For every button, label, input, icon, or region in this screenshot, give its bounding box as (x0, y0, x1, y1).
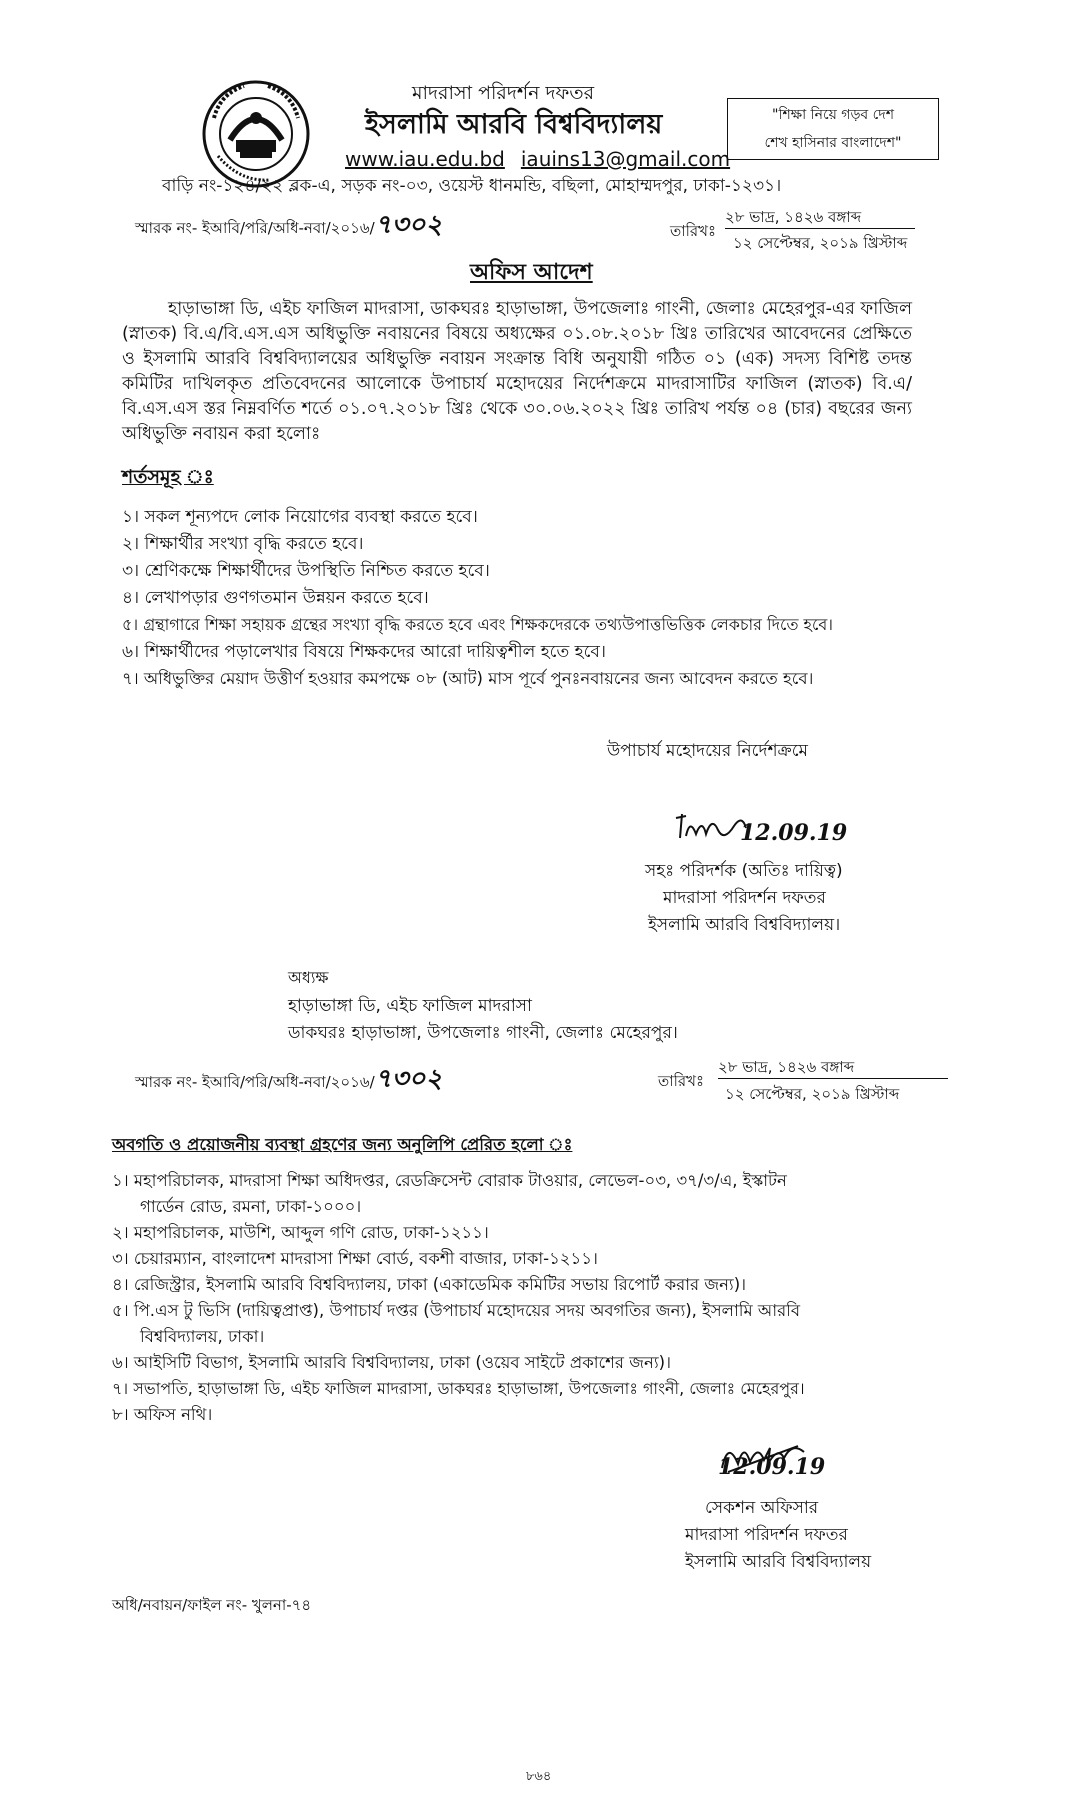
signer-office-1: মাদরাসা পরিদর্শন দফতর (663, 888, 826, 908)
memo-ref-2 (135, 1064, 443, 1094)
copy-item: ২। মহাপরিচালক, মাউশি, আব্দুল গণি রোড, ঢাকা-১২১১। (112, 1223, 489, 1242)
order-body: হাড়াভাঙ্গা ডি, এইচ ফাজিল মাদরাসা, ডাকঘরঃ হাড়াভাঙ্গা, উপজেলাঃ গাংনী, জেলাঃ মেহেরপুর-এর ফাজিল (স্নাতক) বি.এ/বি.এস.এস অধিভুক্তি নবায়নের বিষয়ে অধ্যক্ষের ০১.০৮.২০১৮ খ্রিঃ তারিখের আবেদনের প্রেক্ষিতে ও ইসলামি আরবি বিশ্ববিদ্যালয়ের অধিভুক্তি নবায়ন সংক্রান্ত বিধি অনুযায়ী গঠিত ০১ (এক) সদস্য বিশিষ্ট তদন্ত কমিটির দাখিলকৃত প্রতিবেদনের আলোকে উপাচার্য মহোদয়ের নির্দেশক্রমে মাদরাসাটির ফাজিল (স্নাতক) বি.এ/বি.এস.এস স্তর নিম্নবর্ণিত শর্তে ০১.০৭.২০১৮ খ্রিঃ থেকে ৩০.০৬.২০২২ খ্রিঃ তারিখ পর্যন্ত ০৪ (চার) বছরের জন্য অধিভুক্তি নবায়ন করা হলোঃ (122, 299, 912, 444)
office-name: মাদরাসা পরিদর্শন দফতর (412, 82, 595, 104)
recipient-line-2: হাড়াভাঙ্গা ডি, এইচ ফাজিল মাদরাসা (288, 996, 532, 1016)
copy-item: ৭। সভাপতি, হাড়াভাঙ্গা ডি, এইচ ফাজিল মাদরাসা, ডাকঘরঃ হাড়াভাঙ্গা, উপজেলাঃ গাংনী, জেলাঃ মেহেরপুর। (112, 1379, 805, 1398)
university-logo (200, 78, 312, 190)
recipient-line-3: ডাকঘরঃ হাড়াভাঙ্গা, উপজেলাঃ গাংনী, জেলাঃ মেহেরপুর। (288, 1023, 678, 1043)
date-english-2: ১২ সেপ্টেম্বর, ২০১৯ খ্রিস্টাব্দ (725, 1085, 900, 1103)
memo-ref-label: স্মারক নং- ইআবি/পরি/অধি-নবা/২০১৬/ (135, 1073, 375, 1091)
condition-item: ৭। অধিভুক্তির মেয়াদ উত্তীর্ণ হওয়ার কমপক্ষে ০৮ (আট) মাস পূর্বে পুনঃনবায়নের জন্য আবেদন করতে হবে। (122, 669, 814, 688)
copy-item: ১। মহাপরিচালক, মাদরাসা শিক্ষা অধিদপ্তর, রেডক্রিসেন্ট বোরাক টাওয়ার, লেভেল-০৩, ৩৭/৩/এ, ইস্কাটন (112, 1171, 787, 1190)
recipient-line-1: অধ্যক্ষ (288, 968, 329, 987)
signer-title-2: সেকশন অফিসার (705, 1498, 819, 1518)
memo-ref (135, 210, 443, 240)
date-label: তারিখঃ (670, 222, 716, 240)
condition-item: ৬। শিক্ষার্থীদের পড়ালেখার বিষয়ে শিক্ষকদের আরো দায়িত্বশীল হতে হবে। (122, 642, 606, 662)
copy-item: বিশ্ববিদ্যালয়, ঢাকা। (140, 1327, 265, 1346)
slogan-line-1: "শিক্ষা নিয়ে গড়ব দেশ (772, 107, 894, 123)
directive: উপাচার্য মহোদয়ের নির্দেশক্রমে (607, 741, 808, 761)
email-link[interactable]: iauins13@gmail.com (520, 147, 731, 171)
memo-ref-number: ৭৩০২ (374, 1064, 443, 1094)
slogan-box (727, 98, 939, 160)
memo-ref-number: ৭৩০২ (374, 210, 443, 240)
order-title: অফিস আদেশ (470, 260, 593, 285)
address: বাড়ি নং-১২৪/২২ ব্লক-এ, সড়ক নং-০৩, ওয়েস্ট ধানমন্ডি, বছিলা, মোহাম্মদপুর, ঢাকা-১২৩১। (162, 176, 782, 196)
copy-item: গার্ডেন রোড, রমনা, ঢাকা-১০০০। (140, 1197, 362, 1216)
sign-date-1: 12.09.19 (740, 820, 848, 846)
copy-item: ৬। আইসিটি বিভাগ, ইসলামি আরবি বিশ্ববিদ্যালয়, ঢাকা (ওয়েব সাইটে প্রকাশের জন্য)। (112, 1353, 671, 1372)
date-label-2: তারিখঃ (658, 1072, 704, 1090)
condition-item: ৫। গ্রন্থাগারে শিক্ষা সহায়ক গ্রন্থের সংখ্যা বৃদ্ধি করতে হবে এবং শিক্ষকদেরকে তথ্যউপাত্তভিত্তিক লেকচার দিতে হবে। (122, 615, 834, 634)
memo-ref-label: স্মারক নং- ইআবি/পরি/অধি-নবা/২০১৬/ (135, 219, 375, 237)
signer-office-2: মাদরাসা পরিদর্শন দফতর (685, 1525, 848, 1545)
copy-item: ৩। চেয়ারম্যান, বাংলাদেশ মাদরাসা শিক্ষা বোর্ড, বকশী বাজার, ঢাকা-১২১১। (112, 1249, 598, 1268)
file-number: অধি/নবায়ন/ফাইল নং- খুলনা-৭৪ (112, 1596, 312, 1614)
signer-university-1: ইসলামি আরবি বিশ্ববিদ্যালয়। (648, 915, 841, 935)
condition-item: ৪। লেখাপড়ার গুণগতমান উন্নয়ন করতে হবে। (122, 588, 429, 608)
copy-item: ৮। অফিস নথি। (112, 1405, 213, 1424)
date-bangla: ২৮ ভাদ্র, ১৪২৬ বঙ্গাব্দ (725, 206, 915, 229)
copies-heading: অবগতি ও প্রয়োজনীয় ব্যবস্থা গ্রহণের জন্য অনুলিপি প্রেরিত হলো ঃ (112, 1135, 573, 1154)
date-english: ১২ সেপ্টেম্বর, ২০১৯ খ্রিস্টাব্দ (733, 234, 908, 252)
signer-title-1: সহঃ পরিদর্শক (অতিঃ দায়িত্ব) (645, 861, 843, 881)
date-bangla-2: ২৮ ভাদ্র, ১৪২৬ বঙ্গাব্দ (718, 1056, 948, 1079)
signer-university-2: ইসলামি আরবি বিশ্ববিদ্যালয় (685, 1552, 872, 1572)
copy-item: ৫। পি.এস টু ভিসি (দায়িত্বপ্রাপ্ত), উপাচার্য দপ্তর (উপাচার্য মহোদয়ের সদয় অবগতির জন্য), ইসলামি আরবি (112, 1301, 801, 1320)
website-link[interactable]: www.iau.edu.bd (345, 147, 505, 171)
contact-line (345, 148, 746, 170)
condition-item: ৩। শ্রেণিকক্ষে শিক্ষার্থীদের উপস্থিতি নিশ্চিত করতে হবে। (122, 561, 490, 581)
page-number: ৮৬৪ (526, 1769, 552, 1784)
condition-item: ১। সকল শূন্যপদে লোক নিয়োগের ব্যবস্থা করতে হবে। (122, 507, 478, 527)
condition-item: ২। শিক্ষার্থীর সংখ্যা বৃদ্ধি করতে হবে। (122, 534, 364, 554)
conditions-heading: শর্তসমূহ ঃ (122, 466, 214, 488)
university-name: ইসলামি আরবি বিশ্ববিদ্যালয় (365, 109, 663, 140)
copy-item: ৪। রেজিস্ট্রার, ইসলামি আরবি বিশ্ববিদ্যালয়, ঢাকা (একাডেমিক কমিটির সভায় রিপোর্ট করার জন্য)। (112, 1275, 747, 1294)
sign-date-2: 12.09.19 (718, 1454, 826, 1480)
slogan-line-2: শেখ হাসিনার বাংলাদেশ" (764, 135, 902, 151)
